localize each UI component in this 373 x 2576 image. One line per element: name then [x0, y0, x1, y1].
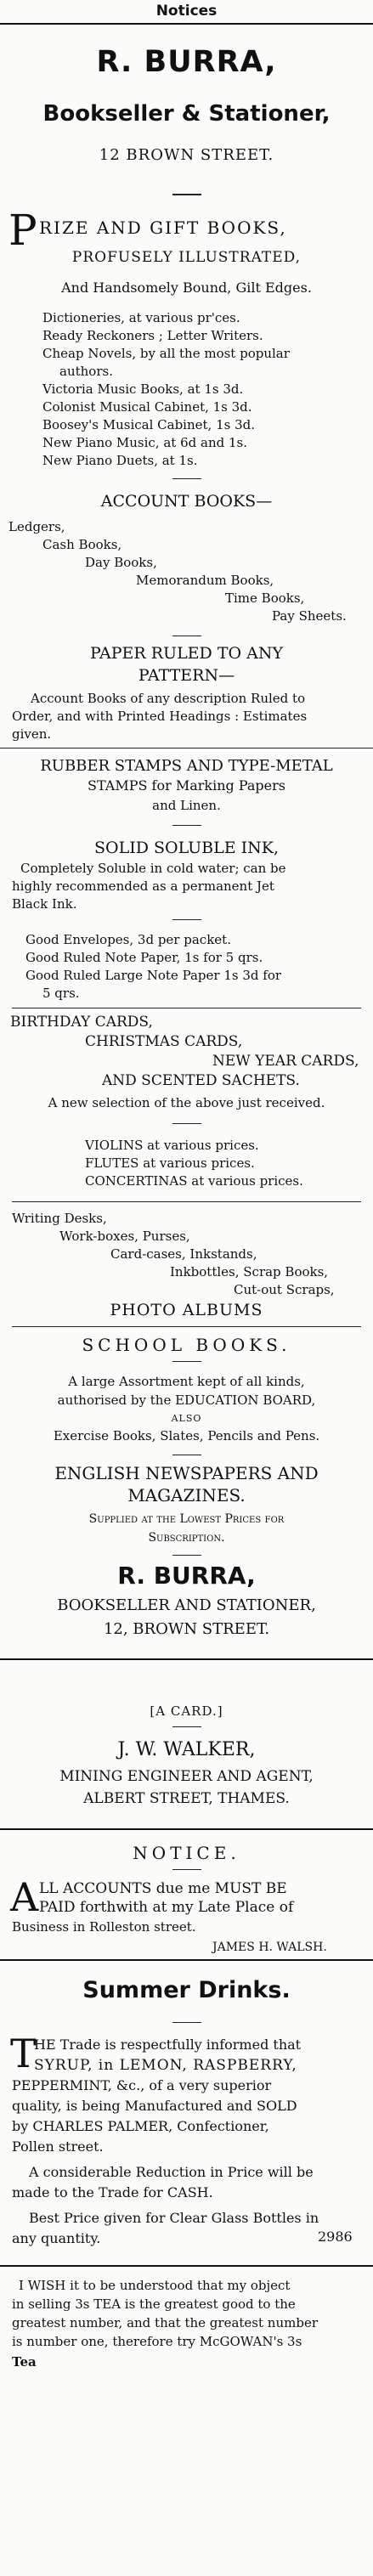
short-rule: [172, 1123, 201, 1124]
footer-address: 12, BROWN STREET.: [103, 1620, 270, 1638]
text-line: Account Books of any description Ruled to: [31, 691, 306, 706]
text-line: highly recommended as a permanent Jet: [12, 878, 274, 894]
text-line: 5 qrs.: [42, 986, 80, 1001]
news-4: Subscription.: [148, 1531, 225, 1545]
text-line: Best Price given for Clear Glass Bottles in: [29, 2210, 319, 2226]
text-line: Tea: [12, 2354, 37, 2370]
text-line: AND SCENTED SACHETS.: [102, 1072, 300, 1089]
paper-title-2: PATTERN—: [138, 666, 235, 685]
text-line: I WISH it to be understood that my object: [19, 2278, 291, 2293]
walker-address: ALBERT STREET, THAMES.: [83, 1790, 290, 1807]
list-item: Boosey's Musical Cabinet, 1s 3d.: [42, 417, 255, 432]
list-item: Victoria Music Books, at 1s 3d.: [42, 381, 244, 397]
prize-list: [0, 309, 373, 470]
text-line: Good Ruled Large Note Paper 1s 3d for: [25, 968, 282, 983]
text-line: Black Ink.: [12, 896, 77, 912]
text-line: is number one, therefore try McGOWAN's 3s: [12, 2334, 302, 2349]
list-item: Time Books,: [225, 590, 305, 606]
school-title: SCHOOL BOOKS.: [82, 1335, 291, 1355]
text-line: made to the Trade for CASH.: [12, 2184, 213, 2200]
text-line: HE Trade is respectfully informed that: [34, 2037, 302, 2053]
text-line: greatest number, and that the greatest number: [12, 2315, 318, 2330]
list-item: Inkbottles, Scrap Books,: [170, 1264, 329, 1280]
instruments-block: [0, 1137, 373, 1190]
text-line: given.: [12, 726, 52, 742]
header-rule: [0, 23, 373, 25]
text-line: FLUTES at various prices.: [85, 1155, 255, 1171]
list-item: Colonist Musical Cabinet, 1s 3d.: [42, 399, 252, 415]
list-item: authors.: [59, 364, 113, 379]
list-item: Ready Reckoners ; Letter Writers.: [42, 328, 263, 343]
notice-signature: JAMES H. WALSH.: [212, 1940, 327, 1954]
news-3: Supplied at the Lowest Prices for: [88, 1512, 285, 1526]
short-rule: [172, 478, 201, 479]
divider: [12, 1201, 361, 1202]
ad-separator: [0, 1658, 373, 1660]
school-2: authorised by the EDUCATION BOARD,: [57, 1393, 316, 1408]
text-line: Completely Soluble in cold water; can be: [20, 861, 286, 876]
desks-list: [0, 1210, 373, 1299]
ad-separator: [0, 1959, 373, 1961]
drop-cap: P: [8, 206, 37, 255]
list-item: New Piano Duets, at 1s.: [42, 453, 198, 468]
text-line: Business in Rolleston street.: [12, 1919, 196, 1935]
text-line: NEW YEAR CARDS,: [212, 1053, 359, 1070]
burra-address: 12 BROWN STREET.: [99, 146, 274, 164]
text-line: PAID forthwith at my Late Place of: [39, 1899, 294, 1916]
list-item: Card-cases, Inkstands,: [110, 1246, 257, 1262]
prize-bound: And Handsomely Bound, Gilt Edges.: [61, 280, 312, 296]
drop-cap: T: [10, 2031, 37, 2076]
envelopes-text: [0, 931, 373, 1003]
text-line: quality, is being Manufactured and SOLD: [12, 2098, 297, 2114]
news-1: ENGLISH NEWSPAPERS AND: [54, 1463, 319, 1483]
school-also: ALSO: [171, 1413, 202, 1424]
text-line: CONCERTINAS at various prices.: [85, 1173, 303, 1189]
short-rule: [172, 1555, 201, 1556]
prize-subtitle: PROFUSELY ILLUSTRATED,: [71, 249, 302, 266]
text-line: Order, and with Printed Headings : Estimates: [12, 709, 308, 724]
cards-note: A new selection of the above just received.: [48, 1095, 325, 1110]
rubber-1: RUBBER STAMPS AND TYPE-METAL: [40, 757, 333, 775]
text-line: CHRISTMAS CARDS,: [85, 1033, 243, 1050]
section-title: Notices: [155, 3, 218, 20]
list-item: Cut-out Scraps,: [234, 1282, 335, 1297]
text-line: VIOLINS at various prices.: [85, 1138, 259, 1153]
drinks-title: Summer Drinks.: [82, 1977, 291, 2003]
list-item: Memorandum Books,: [136, 573, 274, 588]
text-line: A considerable Reduction in Price will be: [29, 2164, 314, 2180]
list-item: Pay Sheets.: [272, 608, 347, 624]
text-line: Pollen street.: [12, 2138, 104, 2155]
drop-cap: A: [10, 1874, 39, 1920]
ink-text: [0, 860, 373, 913]
cards-block: [0, 1013, 373, 1091]
text-line: LL ACCOUNTS due me MUST BE: [39, 1880, 287, 1897]
ad-separator: [0, 2265, 373, 2267]
accounts-title: ACCOUNT BOOKS—: [100, 492, 273, 511]
list-item: Writing Desks,: [12, 1211, 107, 1226]
news-2: MAGAZINES.: [127, 1485, 246, 1505]
short-rule: [172, 825, 201, 826]
short-rule: [172, 1869, 201, 1870]
list-item: Cheap Novels, by all the most popular: [42, 346, 290, 361]
text-line: any quantity.: [12, 2230, 101, 2246]
school-1: A large Assortment kept of all kinds,: [68, 1374, 305, 1389]
ad-separator: [0, 1828, 373, 1830]
text-line: BIRTHDAY CARDS,: [10, 1014, 153, 1031]
list-item: Dictioneries, at various pr'ces.: [42, 310, 240, 325]
school-3: Exercise Books, Slates, Pencils and Pens.: [53, 1428, 320, 1443]
prize-title: RIZE AND GIFT BOOKS,: [39, 217, 287, 238]
rubber-3: and Linen.: [152, 798, 221, 813]
short-rule: [172, 194, 201, 195]
albums: PHOTO ALBUMS: [110, 1301, 263, 1319]
short-rule: [172, 1361, 201, 1362]
divider: [0, 748, 373, 749]
walker-role: MINING ENGINEER AND AGENT,: [59, 1768, 314, 1785]
accounts-list: [0, 518, 373, 625]
divider: [12, 1326, 361, 1327]
paper-text: [0, 690, 373, 743]
burra-name: R. BURRA,: [96, 45, 277, 79]
walker-card: [A CARD.]: [150, 1703, 223, 1719]
text-line: Good Envelopes, 3d per packet.: [25, 932, 231, 947]
ad-reference-number: 2986: [318, 2229, 353, 2245]
text-line: in selling 3s TEA is the greatest good to the: [12, 2296, 296, 2312]
text-line: by CHARLES PALMER, Confectioner,: [12, 2118, 269, 2134]
list-item: Cash Books,: [42, 537, 122, 552]
list-item: Work-boxes, Purses,: [59, 1229, 190, 1244]
burra-trade: Bookseller & Stationer,: [42, 101, 331, 127]
short-rule: [172, 919, 201, 920]
list-item: Day Books,: [85, 555, 157, 570]
footer-name: R. BURRA,: [117, 1562, 256, 1590]
short-rule: [172, 2022, 201, 2023]
list-item: Ledgers,: [8, 519, 65, 534]
text-line: Good Ruled Note Paper, 1s for 5 qrs.: [25, 950, 263, 965]
paper-title-1: PAPER RULED TO ANY: [89, 644, 284, 663]
ink-title: SOLID SOLUBLE INK,: [93, 839, 280, 857]
list-item: New Piano Music, at 6d and 1s.: [42, 435, 247, 450]
footer-trade: BOOKSELLER AND STATIONER,: [57, 1596, 316, 1614]
walker-name: J. W. WALKER,: [117, 1739, 256, 1760]
short-rule: [172, 1726, 201, 1727]
rubber-2: STAMPS for Marking Papers: [88, 777, 285, 794]
text-line: PEPPERMINT, &c., of a very superior: [12, 2077, 272, 2093]
notice-title: NOTICE.: [133, 1843, 240, 1863]
text-line: SYRUP, in LEMON, RASPBERRY,: [34, 2057, 297, 2074]
